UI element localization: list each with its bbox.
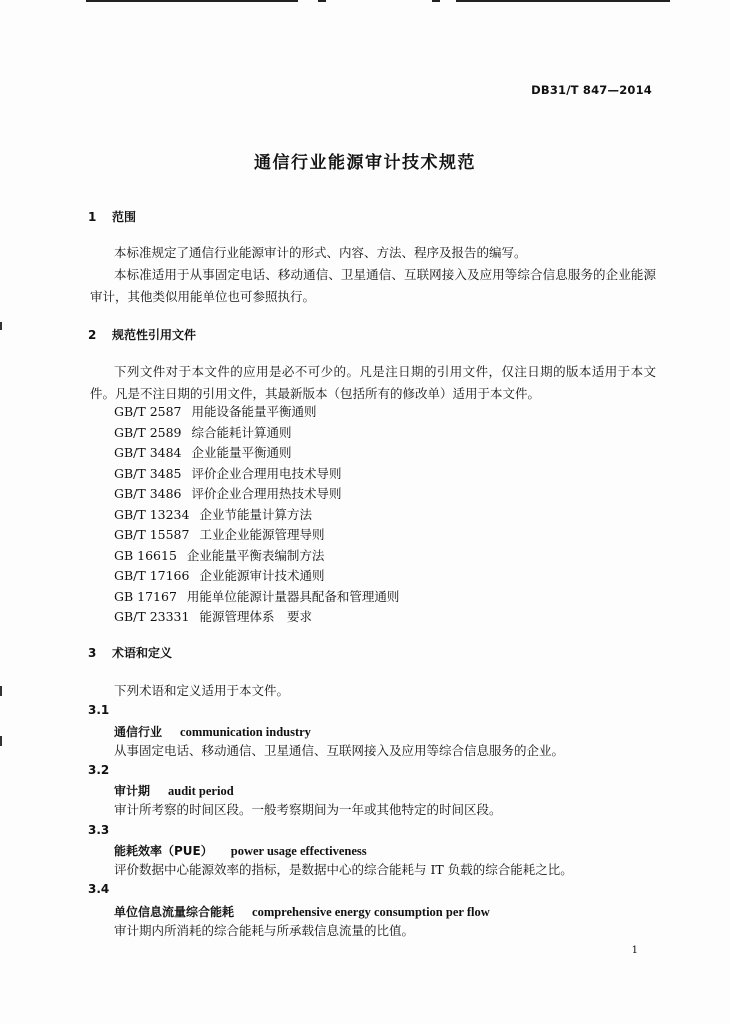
- reference-code: GB/T 15587: [114, 527, 190, 542]
- section-title: 范围: [112, 210, 137, 224]
- term-chinese: 通信行业: [114, 725, 163, 739]
- section-heading-terms-and-definitions: [88, 644, 172, 661]
- reference-name: 评价企业合理用电技术导则: [191, 465, 342, 481]
- reference-item: [114, 607, 399, 628]
- section-number: 3: [88, 646, 97, 660]
- scan-edge-mark: [0, 322, 2, 330]
- section-number: 2: [88, 328, 97, 342]
- scan-edge-mark: [0, 686, 2, 696]
- term-chinese: 能耗效率（PUE）: [114, 844, 213, 858]
- reference-item: [114, 443, 399, 464]
- term-definition: 审计期内所消耗的综合能耗与所承载信息流量的比值。: [114, 923, 415, 938]
- scope-paragraph-2: 本标准适用于从事固定电话、移动通信、卫星通信、互联网接入及应用等综合信息服务的企业能源审计，其他类似用能单位也可参照执行。: [90, 267, 656, 304]
- scan-top-edge-line: [86, 0, 298, 2]
- reference-name: 用能单位能源计量器具配备和管理通则: [186, 588, 400, 604]
- scan-top-edge-line: [432, 0, 440, 2]
- term-entry: [114, 782, 234, 799]
- reference-item: [114, 484, 399, 505]
- term-english: audit period: [168, 784, 234, 798]
- reference-name: 用能设备能量平衡通则: [191, 404, 317, 419]
- clause-number: 3.2: [88, 763, 110, 777]
- reference-code: GB/T 23331: [114, 609, 190, 624]
- document-number: DB31/T 847—2014: [531, 83, 652, 97]
- reference-code: GB/T 2589: [114, 424, 182, 440]
- terms-intro-paragraph: 下列术语和定义适用于本文件。: [114, 683, 290, 698]
- normative-reference-list: [114, 402, 399, 628]
- term-entry: [114, 723, 311, 740]
- reference-name: 企业能量平衡通则: [191, 445, 292, 460]
- reference-name: 企业节能量计算方法: [199, 506, 312, 522]
- normative-intro-paragraph: 下列文件对于本文件的应用是必不可少的。凡是注日期的引用文件，仅注日期的版本适用于本文件。凡是不注日期的引用文件，其最新版本（包括所有的修改单）适用于本文件。: [90, 364, 656, 401]
- document-title: 通信行业能源审计技术规范: [254, 153, 476, 173]
- clause-number: 3.1: [88, 703, 110, 717]
- section-title: 规范性引用文件: [112, 328, 197, 342]
- reference-name: 综合能耗计算通则: [191, 424, 292, 440]
- term-english: communication industry: [180, 725, 311, 739]
- reference-item: [114, 525, 399, 546]
- reference-item: [114, 546, 399, 567]
- scan-top-edge-line: [318, 0, 326, 2]
- clause-number: 3.3: [88, 823, 110, 837]
- page-number: 1: [631, 945, 638, 956]
- reference-code: GB/T 3486: [114, 486, 182, 501]
- term-entry: [114, 842, 367, 859]
- reference-item: [114, 423, 399, 444]
- term-chinese: 单位信息流量综合能耗: [114, 905, 235, 919]
- reference-name: 工业企业能源管理导则: [199, 527, 325, 542]
- reference-code: GB/T 13234: [114, 506, 190, 522]
- section-title: 术语和定义: [112, 646, 173, 660]
- reference-item: [114, 566, 399, 587]
- scan-top-edge-line: [456, 0, 670, 2]
- reference-code: GB 16615: [114, 547, 177, 563]
- reference-code: GB/T 3485: [114, 465, 182, 481]
- reference-name: 企业能量平衡表编制方法: [186, 547, 325, 563]
- clause-number: 3.4: [88, 882, 110, 896]
- term-definition: 评价数据中心能源效率的指标，是数据中心的综合能耗与 IT 负载的综合能耗之比。: [114, 862, 573, 877]
- reference-item: [114, 505, 399, 526]
- reference-name: 能源管理体系 要求: [199, 609, 312, 624]
- reference-code: GB/T 17166: [114, 568, 190, 583]
- reference-code: GB/T 3484: [114, 445, 182, 460]
- term-definition: 审计所考察的时间区段。一般考察期间为一年或其他特定的时间区段。: [114, 802, 502, 817]
- section-number: 1: [88, 210, 97, 224]
- term-english: comprehensive energy consumption per flow: [252, 905, 490, 919]
- scope-paragraph-1: 本标准规定了通信行业能源审计的形式、内容、方法、程序及报告的编写。: [114, 245, 527, 260]
- reference-item: [114, 587, 399, 608]
- term-english: power usage effectiveness: [230, 844, 367, 858]
- reference-name: 评价企业合理用热技术导则: [191, 486, 342, 501]
- term-chinese: 审计期: [114, 784, 151, 798]
- reference-item: [114, 464, 399, 485]
- section-heading-scope: [88, 208, 136, 225]
- reference-item: [114, 402, 399, 423]
- scan-edge-mark: [0, 736, 2, 746]
- reference-code: GB/T 2587: [114, 404, 182, 419]
- term-entry: [114, 903, 490, 920]
- reference-name: 企业能源审计技术通则: [199, 568, 325, 583]
- reference-code: GB 17167: [114, 588, 177, 604]
- term-definition: 从事固定电话、移动通信、卫星通信、互联网接入及应用等综合信息服务的企业。: [114, 743, 565, 758]
- section-heading-normative-references: [88, 326, 196, 343]
